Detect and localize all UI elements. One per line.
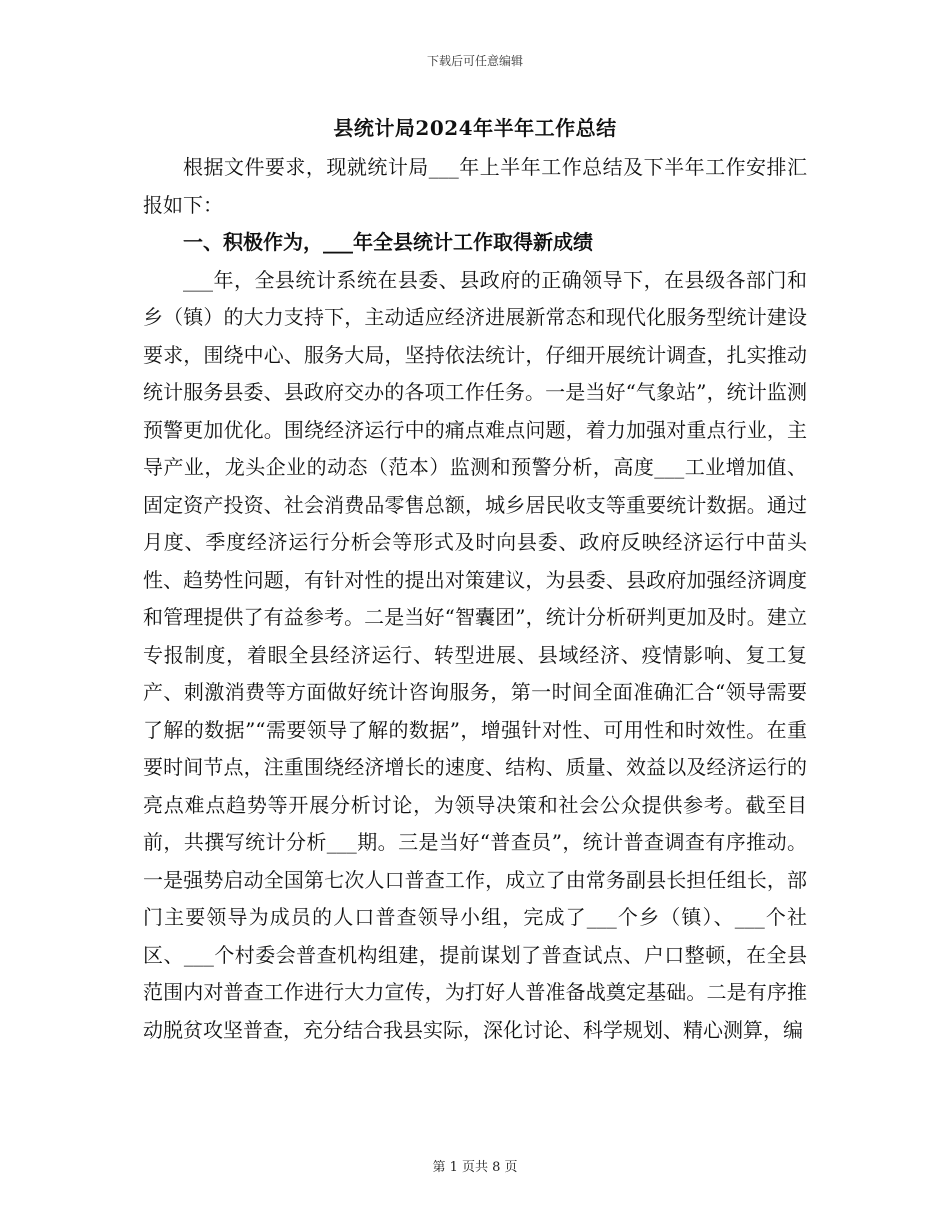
section-heading: 一、积极作为，___年全县统计工作取得新成绩 (183, 230, 593, 254)
section-body-paragraph: ___年，全县统计系统在县委、县政府的正确领导下，在县级各部门和乡（镇）的大力支持下，主动适应经济进展新常态和现代化服务型统计建设要求，围绕中心、服务大局，坚持依法统计，仔细开展统计调查，扎实推动统计服务县委、县政府交办的各项工作任务。一是当好“气象站”，统计监测预警更加优化。围绕经济运行中的痛点难点问题，着力加强对重点行业，主导产业，龙头企业的动态（范本）监测和预警分析，高度___工业增加值、固定资产投资、社会消费品零售总额，城乡居民收支等重要统计数据。通过月度、季度经济运行分析会等形式及时向县委、政府反映经济运行中苗头性、趋势性问题，有针对性的提出对策建议，为县委、县政府加强经济调度和管理提供了有益参考。二是当好“智囊团”，统计分析研判更加及时。建立专报制度，着眼全县经济运行、转型进展、县域经济、疫情影响、复工复产、刺激消费等方面做好统计咨询服务，第一时间全面准确汇合“领导需要了解的数据”“需要领导了解的数据”，增强针对性、可用性和时效性。在重要时间节点，注重围绕经济增长的速度、结构、质量、效益以及经济运行的亮点难点趋势等开展分析讨论，为领导决策和社会公众提供参考。截至目前，共撰写统计分析___期。三是当好“普查员”，统计普查调查有序推动。一是强势启动全国第七次人口普查工作，成立了由常务副县长担任组长，部门主要领导为成员的人口普查领导小组，完成了___个乡（镇）、___个社区、___个村委会普查机构组建，提前谋划了普查试点、户口整顿，在全县范围内对普查工作进行大力宣传，为打好人普准备战奠定基础。二是有序推动脱贫攻坚普查，充分结合我县实际，深化讨论、科学规划、精心测算，编 (143, 267, 807, 1042)
page-indicator: 第 1 页共 8 页 (432, 1160, 518, 1175)
intro-paragraph: 根据文件要求，现就统计局___年上半年工作总结及下半年工作安排汇报如下： (143, 155, 807, 217)
document-title: 县统计局2024年半年工作总结 (333, 116, 617, 140)
document-body (143, 149, 807, 1049)
header-note: 下载后可任意编辑 (426, 54, 523, 68)
